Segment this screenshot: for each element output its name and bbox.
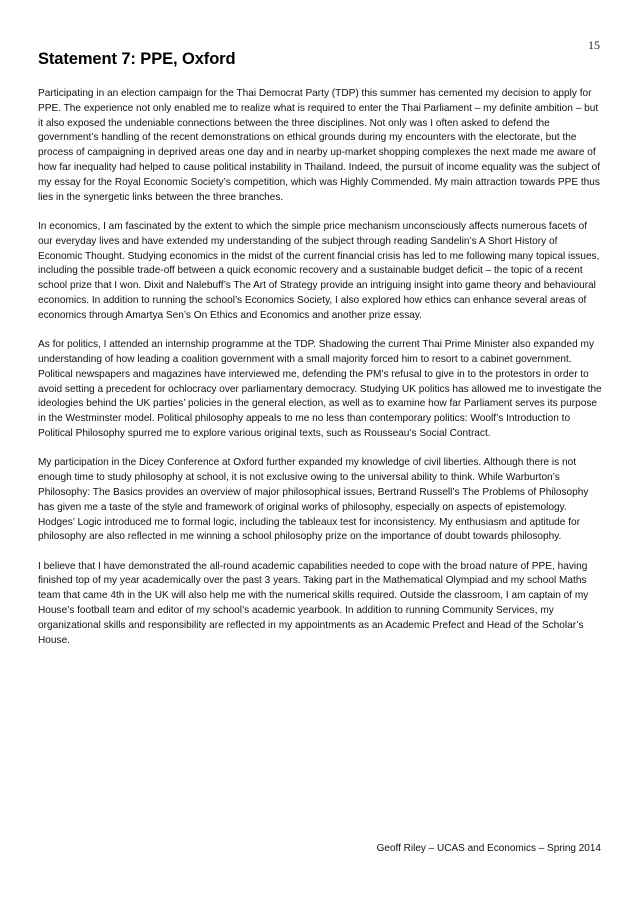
paragraph-intro: Participating in an election campaign for the Thai Democrat Party (TDP) this summer has cemented my decision to apply for PPE. The experience not only enabled me to realize what is required to enter the Thai Parliament – my definite ambition – but it also exposed the undeniable connections between the three disciplines. Not only was I often asked to defend the government’s handling of the recent demonstrations on ethical grounds during my encounters with the electorate, but the process of campaigning in deprived areas one day and in nearby up-market shopping complexes the next made me aware of how far inequality had helped to cause political instability in Thailand. Indeed, the pursuit of income equality was the subject of my essay for the Royal Economic Society’s competition, which was Highly Commended. My main attraction towards PPE thus lies in the synergetic links between the three branches. [38, 88, 601, 203]
paragraph-politics: As for politics, I attended an internship programme at the TDP. Shadowing the current Thai Prime Minister also expanded my understanding of how leading a coalition government with a small majority forced him to resort to a cabinet government. Political newspapers and magazines have interviewed me, defending the PM’s refusal to give in to the protestors in order to avoid setting a precedent for ochlocracy over parliamentary democracy. Studying UK politics has allowed me to investigate the ideologies behind the UK parties’ policies in the general election, as well as to examine how far Parliament serves its purpose in the Westminster model. Political philosophy appeals to me no less than contemporary politics: Woolf’s Introduction to Political Philosophy spurred me to explore various original texts, such as Rousseau’s Social Contract. [38, 339, 602, 439]
paragraph-philosophy: My participation in the Dicey Conference at Oxford further expanded my knowledge of civil liberties. Although there is not enough time to study philosophy at school, it is not exclusive owing to the universal ability to think. While Warburton’s Philosophy: The Basics provides an overview of major philosophical issues, Bertrand Russell’s The Problems of Philosophy has given me a taste of the style and framework of original works of philosophy, especially on aspects of epistemology. Hodges’ Logic introduced me to formal logic, including the tableaux test for inconsistency. My enthusiasm and aptitude for philosophy are also reflected in me winning a school philosophy prize on the importance of doubt towards philosophy. [38, 457, 589, 543]
paragraph-conclusion: I believe that I have demonstrated the all-round academic capabilities needed to cope with the broad nature of PPE, having finished top of my year academically over the past 3 years. Taking part in the Mathematical Olympiad and my school Maths team that came 4th in the UK will also help me with the numerical skills required. Outside the classroom, I am captain of my House’s football team and editor of my school’s academic yearbook. In addition to running Community Services, my organizational skills and responsibility are reflected in my appointments as an Academic Prefect and Head of the Scholar’s House. [38, 560, 589, 646]
statement-title: Statement 7: PPE, Oxford [38, 50, 236, 68]
page-number: 15 [588, 38, 600, 52]
paragraph-economics: In economics, I am fascinated by the extent to which the simple price mechanism unconsciously affects numerous facets of our everyday lives and have extended my understanding of the subject through reading Sandelin’s A Short History of Economic Thought. Studying economics in the midst of the current financial crisis has led to me following many topical issues, including the possible trade-off between a quick economic recovery and a sustainable budget deficit – the topic of a recent school prize that I won. Dixit and Nalebuff’s The Art of Strategy provide an intriguing insight into game theory and behavioural economics. In addition to running the school’s Economics Society, I also explored how ethics can enhance several areas of economics through Amartya Sen’s On Ethics and Economics and another prize essay. [38, 220, 600, 321]
page-footer: Geoff Riley – UCAS and Economics – Spring 2014 [376, 843, 601, 854]
statement-body [38, 87, 602, 663]
